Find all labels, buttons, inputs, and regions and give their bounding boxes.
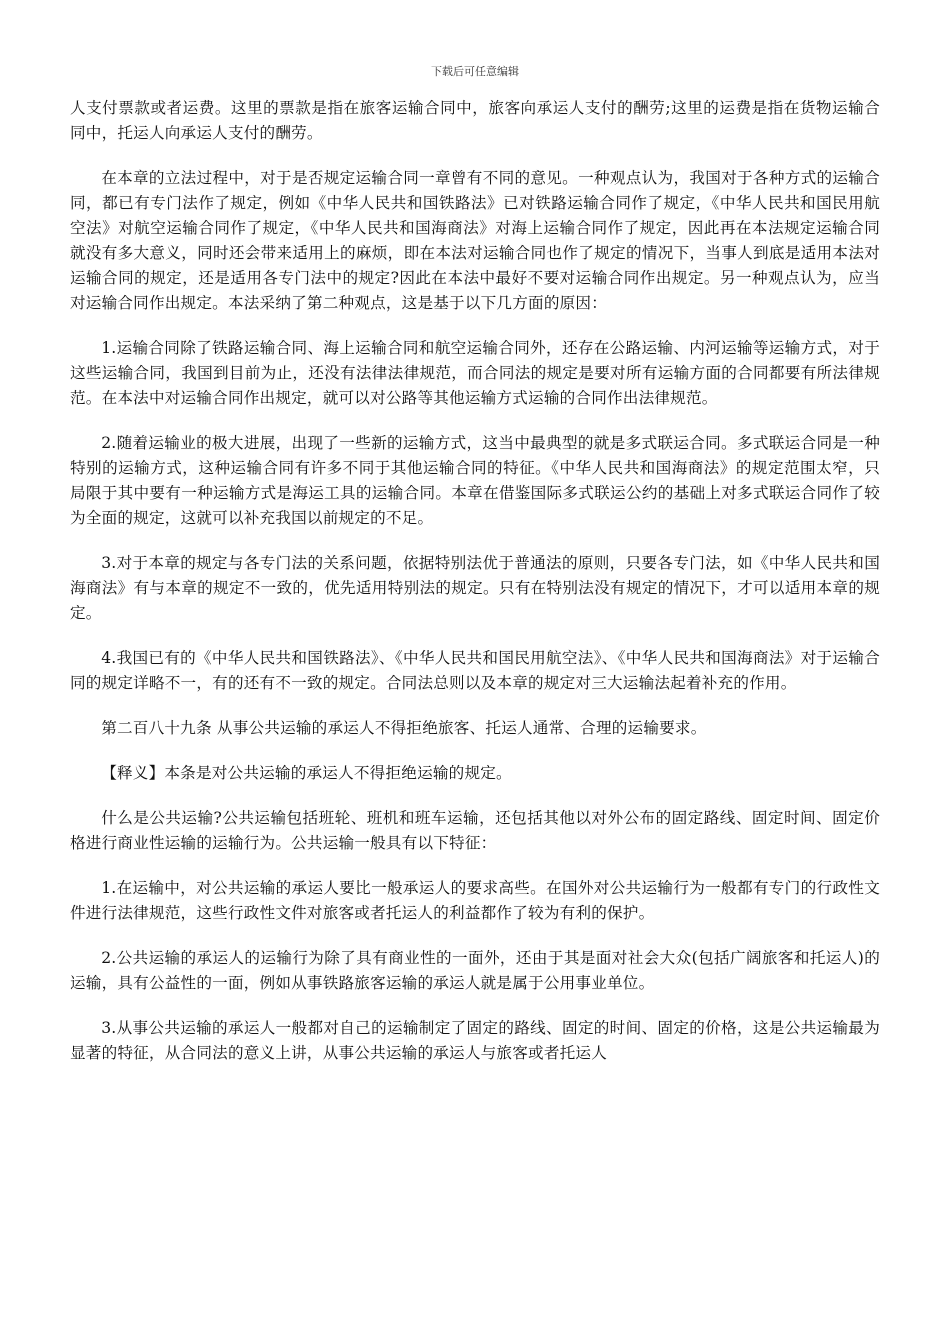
article-289: 第二百八十九条 从事公共运输的承运人不得拒绝旅客、托运人通常、合理的运输要求。 — [101, 719, 707, 737]
paragraph-reason-3: 3.对于本章的规定与各专门法的关系问题，依据特别法优于普通法的原则，只要各专门法，如《中华人民共和国海商法》有与本章的规定不一致的，优先适用特别法的规定。只有在特别法没有规定的情况下，才可以适用本章的规定。 — [70, 554, 880, 622]
paragraph-continuation: 人支付票款或者运费。这里的票款是指在旅客运输合同中，旅客向承运人支付的酬劳;这里的运费是指在货物运输合同中，托运人向承运人支付的酬劳。 — [70, 99, 880, 142]
document-body — [70, 96, 880, 1086]
paragraph-reason-2: 2.随着运输业的极大进展，出现了一些新的运输方式，这当中最典型的就是多式联运合同。多式联运合同是一种特别的运输方式，这种运输合同有许多不同于其他运输合同的特征。《中华人民共和国海商法》的规定范围太窄，只局限于其中要有一种运输方式是海运工具的运输合同。本章在借鉴国际多式联运公约的基础上对多式联运合同作了较为全面的规定，这就可以补充我国以前规定的不足。 — [70, 434, 880, 527]
paragraph-legislative-debate: 在本章的立法过程中，对于是否规定运输合同一章曾有不同的意见。一种观点认为，我国对于各种方式的运输合同，都已有专门法作了规定，例如《中华人民共和国铁路法》已对铁路运输合同作了规定，《中华人民共和国民用航空法》对航空运输合同作了规定，《中华人民共和国海商法》对海上运输合同作了规定，因此再在本法规定运输合同就没有多大意义，同时还会带来适用上的麻烦，即在本法对运输合同也作了规定的情况下，当事人到底是适用本法对运输合同的规定，还是适用各专门法中的规定?因此在本法中最好不要对运输合同作出规定。另一种观点认为，应当对运输合同作出规定。本法采纳了第二种观点，这是基于以下几方面的原因： — [70, 169, 880, 312]
paragraph-reason-1: 1.运输合同除了铁路运输合同、海上运输合同和航空运输合同外，还存在公路运输、内河运输等运输方式，对于这些运输合同，我国到目前为止，还没有法律法律规范，而合同法的规定是要对所有运输方面的合同都要有所法律规范。在本法中对运输合同作出规定，就可以对公路等其他运输方式运输的合同作出法律规范。 — [70, 339, 880, 407]
article-interpretation: 【释义】本条是对公共运输的承运人不得拒绝运输的规定。 — [101, 764, 512, 782]
paragraph-feature-3: 3.从事公共运输的承运人一般都对自己的运输制定了固定的路线、固定的时间、固定的价格，这是公共运输最为显著的特征，从合同法的意义上讲，从事公共运输的承运人与旅客或者托运人 — [70, 1019, 880, 1062]
paragraph-feature-1: 1.在运输中，对公共运输的承运人要比一般承运人的要求高些。在国外对公共运输行为一般都有专门的行政性文件进行法律规范，这些行政性文件对旅客或者托运人的利益都作了较为有利的保护。 — [70, 879, 880, 922]
paragraph-public-transport-definition: 什么是公共运输?公共运输包括班轮、班机和班车运输，还包括其他以对外公布的固定路线、固定时间、固定价格进行商业性运输的运输行为。公共运输一般具有以下特征： — [70, 809, 880, 852]
page-header: 下载后可任意编辑 — [431, 65, 519, 78]
paragraph-reason-4: 4.我国已有的《中华人民共和国铁路法》、《中华人民共和国民用航空法》、《中华人民共和国海商法》对于运输合同的规定详略不一，有的还有不一致的规定。合同法总则以及本章的规定对三大运输法起着补充的作用。 — [70, 649, 880, 692]
paragraph-feature-2: 2.公共运输的承运人的运输行为除了具有商业性的一面外，还由于其是面对社会大众(包括广阔旅客和托运人)的运输，具有公益性的一面，例如从事铁路旅客运输的承运人就是属于公用事业单位。 — [70, 949, 880, 992]
